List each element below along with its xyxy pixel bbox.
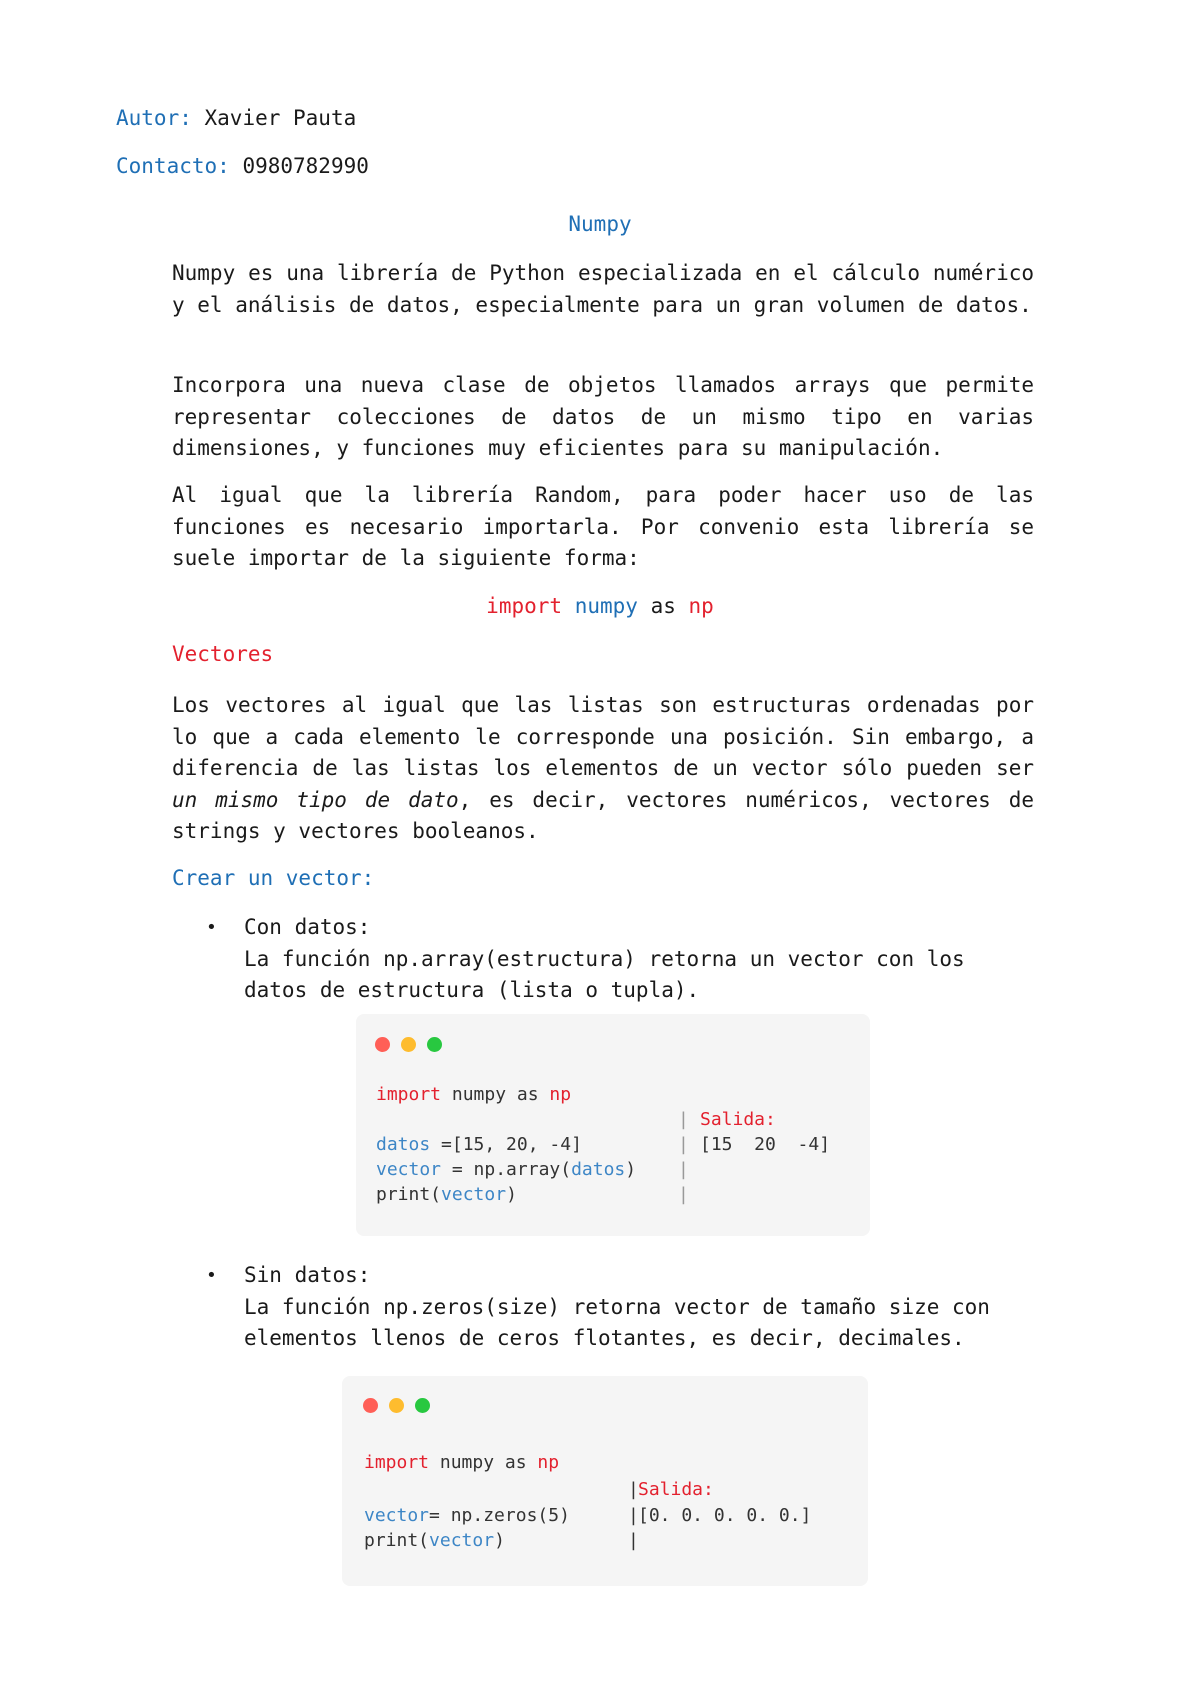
window-close-icon — [363, 1398, 378, 1413]
window-close-icon — [375, 1037, 390, 1052]
crear-vector-heading: Crear un vector: — [172, 866, 375, 890]
contact-label: Contacto: — [116, 154, 230, 178]
bullet-description: La función np.zeros(size) retorna vector de tamaño size con elementos llenos de ceros flotantes, es decir, decimales. — [244, 1294, 990, 1350]
code-separator: | — [678, 1184, 689, 1205]
code-import-line: import numpy as np — [376, 1084, 572, 1105]
paragraph-arrays: Incorpora una nueva clase de objetos llamados arrays que permite representar colecciones de datos de un mismo tipo en varias dimensiones, y funciones muy eficientes para su manipulación. — [172, 373, 1034, 460]
vectores-text-before: Los vectores al igual que las listas son estructuras ordenadas por lo que a cada elemento le corresponde una posición. Sin embargo, a diferencia de las listas los elementos de un vector sólo pueden ser — [172, 693, 1034, 780]
code-separator: | — [628, 1479, 639, 1500]
code-output-label: Salida: — [638, 1479, 714, 1500]
vectores-emphasis: un mismo tipo de dato — [172, 787, 459, 812]
bullet-title: Sin datos: — [244, 1263, 371, 1287]
import-statement — [0, 594, 1200, 618]
author-value: Xavier Pauta — [204, 106, 357, 130]
import-keyword: import — [486, 594, 563, 618]
import-as: as — [650, 594, 676, 618]
code-separator: | — [678, 1109, 689, 1130]
code-datos-line: datos =[15, 20, -4] — [376, 1134, 582, 1155]
author-line — [116, 106, 356, 130]
contact-value: 0980782990 — [242, 154, 369, 178]
window-minimize-icon — [389, 1398, 404, 1413]
vectores-heading: Vectores — [172, 642, 274, 666]
code-separator: | — [628, 1530, 639, 1551]
author-label: Autor: — [116, 106, 192, 130]
code-print-line: print(vector) — [364, 1530, 505, 1551]
bullet-dot-icon: • — [206, 1265, 217, 1286]
code-window-zeros — [342, 1376, 868, 1586]
paragraph-intro: Numpy es una librería de Python especializada en el cálculo numérico y el análisis de datos, especialmente para un gran volumen de datos. — [172, 261, 1034, 317]
code-separator: | — [678, 1134, 689, 1155]
page-title: Numpy — [568, 212, 632, 236]
bullet-title: Con datos: — [244, 915, 371, 939]
contact-line — [116, 154, 369, 178]
code-output-label: Salida: — [700, 1109, 776, 1130]
paragraph-vectores — [172, 690, 1034, 848]
code-separator: | — [678, 1159, 689, 1180]
code-vector-line: vector = np.array(datos) — [376, 1159, 637, 1180]
list-item-con-datos — [206, 912, 1036, 1007]
vectores-text-after: , es decir, vectores numéricos, vectores de strings y vectores booleanos. — [172, 787, 1034, 843]
window-maximize-icon — [427, 1037, 442, 1052]
paragraph-import: Al igual que la librería Random, para poder hacer uso de las funciones es necesario importarla. Por convenio esta librería se suele importar de la siguiente forma: — [172, 483, 1034, 570]
code-separator: | — [628, 1505, 639, 1526]
window-maximize-icon — [415, 1398, 430, 1413]
import-alias: np — [688, 594, 714, 618]
window-minimize-icon — [401, 1037, 416, 1052]
list-item-sin-datos — [206, 1260, 1036, 1355]
code-window-array — [356, 1014, 870, 1236]
bullet-description: La función np.array(estructura) retorna un vector con los datos de estructura (lista o tupla). — [244, 946, 965, 1002]
code-output-value: [15 20 -4] — [700, 1134, 831, 1155]
bullet-dot-icon: • — [206, 917, 217, 938]
import-module: numpy — [574, 594, 638, 618]
code-output-value: [0. 0. 0. 0. 0.] — [638, 1505, 812, 1526]
code-vector-line: vector= np.zeros(5) — [364, 1505, 570, 1526]
code-print-line: print(vector) — [376, 1184, 517, 1205]
code-import-line: import numpy as np — [364, 1452, 560, 1473]
